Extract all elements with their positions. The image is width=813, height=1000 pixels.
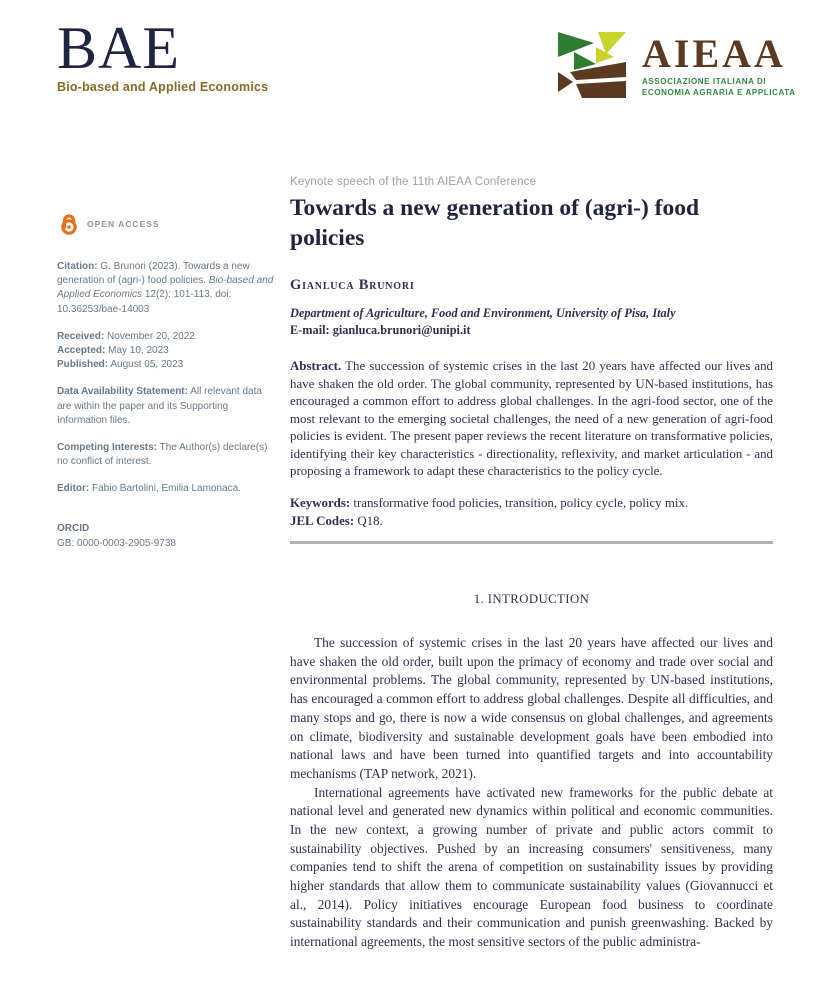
editor-block: [57, 482, 274, 496]
bae-logo-subtitle: Bio-based and Applied Economics: [57, 80, 269, 94]
orcid-id-link[interactable]: GB: 0000-0003-2905-9738: [57, 537, 176, 549]
abstract-text: The succession of systemic crises in the last 20 years have affected our lives and have shaken the old order. The global community, represented by UN-based institutions, has encouraged a common effort to address global challenges. In the agri-food sector, one of the most relevant to the emerging societal challenges, the need of a new generation of agri-food policies is evident. The present paper reviews the recent literature on transformative policies, identifying their key characteristics - directionality, reflexivity, and market articulation - and proposing a framework to adapt these characteristics to the policy cycle.: [290, 359, 773, 479]
citation-doi-link[interactable]: 10.36253/bae-14003: [57, 303, 150, 315]
jel-codes-line: [290, 512, 773, 530]
accepted-line: [57, 344, 274, 358]
citation-journal: Bio-based and Applied Economics: [57, 275, 274, 301]
email-link[interactable]: gianluca.brunori@unipi.it: [332, 323, 471, 338]
jel-codes-text: Q18.: [357, 514, 383, 529]
metadata-sidebar: [57, 212, 274, 551]
aieaa-logo: [556, 30, 796, 100]
intro-paragraph-2: International agreements have activated new frameworks for the public debate at national level and generated new dynamics within political and economic communities. In the new context, a growing number of private and public actors commit to sustainability objectives. Pushed by an increasing consumers' sensitiveness, many companies tend to shift the arena of competition on sustainability issues by providing higher standards that allow them to communicate sustainability values (Giovannucci et al., 2014). Policy initiatives encourage European food business to coordinate sustainability standards and their communication and punish greenwashing. Backed by international agreements, the most sensitive sectors of the public administra-: [290, 784, 773, 950]
published-label: Published:: [57, 359, 109, 371]
data-availability-label: Data Availability Statement:: [57, 386, 188, 398]
intro-paragraph-1: The succession of systemic crises in the last 20 years have affected our lives and have shaken the old order, built upon the primacy of economy and trade over social and environmental problems. The global community, represented by UN-based institutions, has encouraged a common effort to address global challenges. Despite all difficulties, and many stops and go, there is now a wide consensus on global challenges, and agreements on climate, biodiversity and sustainable development goals have been embodied into national laws and have been turned into quantified targets and into accountability mechanisms (TAP network, 2021).: [290, 635, 773, 781]
keywords-text: transformative food policies, transition, policy cycle, policy mix.: [353, 495, 689, 510]
email-label: E-mail:: [290, 323, 330, 338]
accepted-value: May 10, 2023: [108, 344, 169, 356]
open-access-icon: [57, 212, 81, 236]
orcid-label: ORCID: [57, 523, 90, 535]
editor-text: Fabio Bartolini, Emilia Lamonaca.: [92, 483, 241, 495]
published-line: [57, 358, 274, 372]
citation-label: Citation:: [57, 261, 98, 272]
aieaa-subtitle: [642, 77, 796, 99]
aieaa-subtitle-line2: ECONOMIA AGRARIA E APPLICATA: [642, 87, 796, 97]
citation-block: [57, 260, 274, 317]
received-value: November 20, 2022: [107, 330, 195, 342]
abstract-label: Abstract.: [290, 359, 342, 374]
bae-logo-acronym: BAE: [57, 15, 180, 81]
received-line: [57, 330, 274, 344]
competing-interests-text: The Author(s) declare(s) no conflict of interest.: [57, 441, 268, 468]
open-access-label: OPEN ACCESS: [87, 218, 160, 229]
editor-label: Editor:: [57, 483, 90, 495]
author-affiliation: Department of Agriculture, Food and Environment, University of Pisa, Italy: [290, 306, 676, 321]
competing-interests-block: [57, 441, 274, 469]
published-value: August 05, 2023: [110, 359, 184, 371]
dates-block: [57, 330, 274, 373]
aieaa-logo-text: [642, 30, 796, 99]
citation-text: G. Brunori (2023). Towards a new generation of (agri-) food policies.: [57, 261, 250, 287]
article-title: Towards a new generation of (agri-) food policies: [290, 195, 700, 252]
section-heading-introduction: 1. INTRODUCTION: [473, 592, 590, 607]
keywords-label: Keywords:: [290, 495, 351, 510]
data-availability-block: [57, 385, 274, 428]
aieaa-subtitle-line1: ASSOCIAZIONE ITALIANA DI: [642, 77, 767, 86]
author-name: Gianluca Brunori: [290, 277, 415, 294]
open-access-row: [57, 212, 274, 236]
aieaa-acronym: AIEAA: [642, 31, 786, 76]
aieaa-logo-icon: [556, 30, 628, 100]
orcid-block: [57, 522, 274, 550]
article-main-column: [290, 176, 773, 952]
author-email-line: [290, 323, 773, 338]
abstract-paragraph: [290, 358, 773, 481]
section-divider-rule: [290, 541, 773, 544]
citation-pages: 12(2): 101-113. doi:: [144, 289, 232, 301]
keywords-line: [290, 494, 773, 512]
conference-kicker: Keynote speech of the 11th AIEAA Conference: [290, 176, 537, 188]
jel-codes-label: JEL Codes:: [290, 514, 355, 529]
data-availability-text: All relevant data are within the paper and its Supporting Information files.: [57, 386, 262, 426]
received-label: Received:: [57, 330, 105, 342]
bae-logo: [57, 15, 269, 94]
competing-interests-label: Competing Interests:: [57, 441, 158, 453]
accepted-label: Accepted:: [57, 344, 106, 356]
